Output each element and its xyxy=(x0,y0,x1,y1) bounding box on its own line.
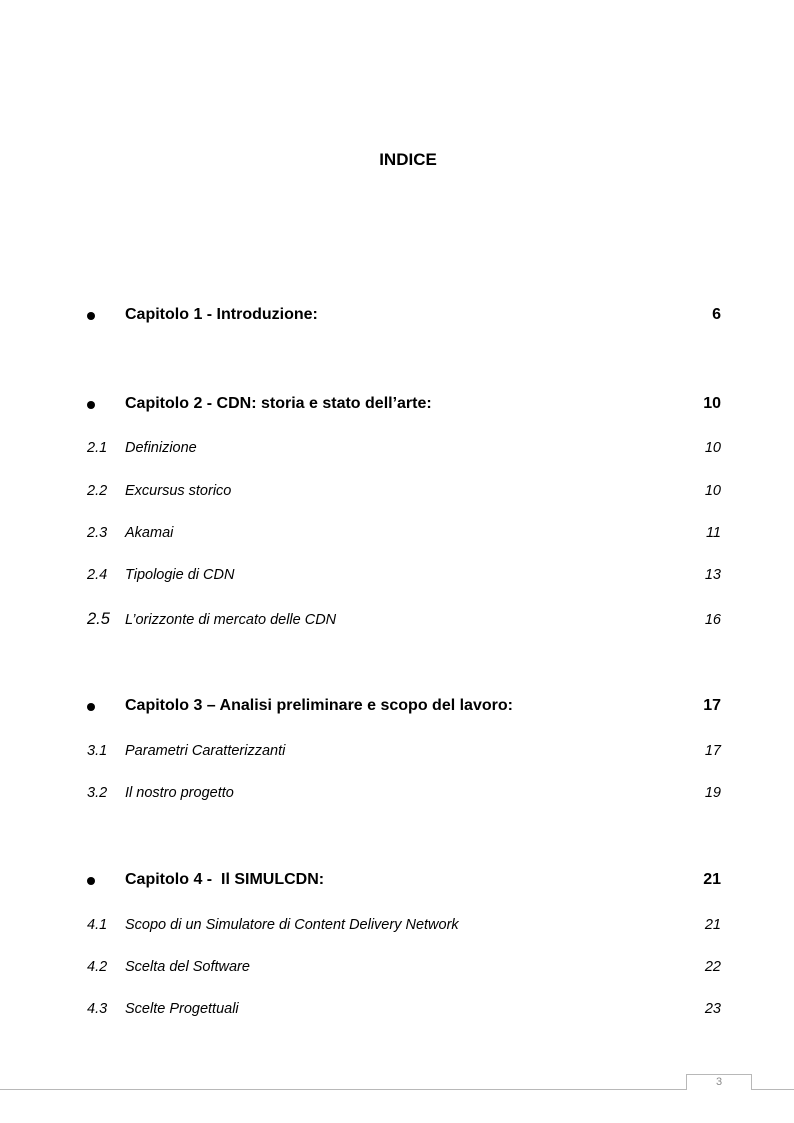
toc-chapter-2[interactable] xyxy=(0,395,794,417)
toc-section-2-5[interactable] xyxy=(0,611,794,633)
section-number: 4.3 xyxy=(87,1001,108,1017)
section-page: 19 xyxy=(704,785,721,801)
section-label: Parametri Caratterizzanti xyxy=(125,743,286,759)
section-page: 16 xyxy=(704,612,721,628)
chapter-label: Capitolo 2 - CDN: storia e stato dell’arte: xyxy=(125,395,432,412)
toc-chapter-4[interactable] xyxy=(0,871,794,893)
toc-section-3-2[interactable] xyxy=(0,784,794,806)
section-number: 2.1 xyxy=(87,440,108,456)
section-label: Il nostro progetto xyxy=(125,785,234,801)
toc-section-4-1[interactable] xyxy=(0,916,794,938)
section-number: 2.4 xyxy=(87,567,108,583)
toc-section-3-1[interactable] xyxy=(0,742,794,764)
page-number: 3 xyxy=(686,1074,752,1090)
section-number: 3.2 xyxy=(87,785,108,801)
toc-title: INDICE xyxy=(379,150,437,169)
chapter-label: Capitolo 1 - Introduzione: xyxy=(125,306,318,323)
section-number: 2.5 xyxy=(87,610,110,628)
toc-chapter-1[interactable] xyxy=(0,306,794,328)
chapter-page: 17 xyxy=(703,697,721,714)
section-page: 13 xyxy=(704,567,721,583)
chapter-label: Capitolo 4 - Il SIMULCDN: xyxy=(125,871,325,888)
bullet-icon xyxy=(87,877,95,885)
section-number: 3.1 xyxy=(87,743,108,759)
section-number: 2.2 xyxy=(87,483,108,499)
chapter-page: 6 xyxy=(712,306,721,323)
section-page: 17 xyxy=(704,743,721,759)
section-label: Tipologie di CDN xyxy=(125,567,235,583)
bullet-icon xyxy=(87,401,95,409)
section-number: 4.1 xyxy=(87,917,108,933)
bullet-icon xyxy=(87,703,95,711)
section-page: 23 xyxy=(704,1001,721,1017)
section-page: 11 xyxy=(705,525,721,541)
section-number: 2.3 xyxy=(87,525,108,541)
section-number: 4.2 xyxy=(87,959,108,975)
section-label: Akamai xyxy=(125,525,174,541)
footer-rule xyxy=(0,1089,794,1090)
section-label: Definizione xyxy=(125,440,197,456)
section-label: L’orizzonte di mercato delle CDN xyxy=(125,612,337,628)
section-label: Scelte Progettuali xyxy=(125,1001,239,1017)
chapter-label: Capitolo 3 – Analisi preliminare e scopo del lavoro: xyxy=(125,697,513,714)
section-label: Excursus storico xyxy=(125,483,232,499)
toc-section-2-1[interactable] xyxy=(0,439,794,461)
section-page: 22 xyxy=(704,959,721,975)
section-page: 10 xyxy=(704,440,721,456)
chapter-page: 10 xyxy=(703,395,721,412)
toc-chapter-3[interactable] xyxy=(0,697,794,719)
chapter-page: 21 xyxy=(703,871,721,888)
toc-section-2-4[interactable] xyxy=(0,566,794,588)
section-page: 21 xyxy=(704,917,721,933)
toc-section-4-2[interactable] xyxy=(0,958,794,980)
bullet-icon xyxy=(87,312,95,320)
toc-section-2-2[interactable] xyxy=(0,482,794,504)
toc-section-2-3[interactable] xyxy=(0,524,794,546)
section-label: Scopo di un Simulatore di Content Delivery Network xyxy=(125,917,459,933)
toc-section-4-3[interactable] xyxy=(0,1000,794,1022)
section-label: Scelta del Software xyxy=(125,959,250,975)
section-page: 10 xyxy=(704,483,721,499)
